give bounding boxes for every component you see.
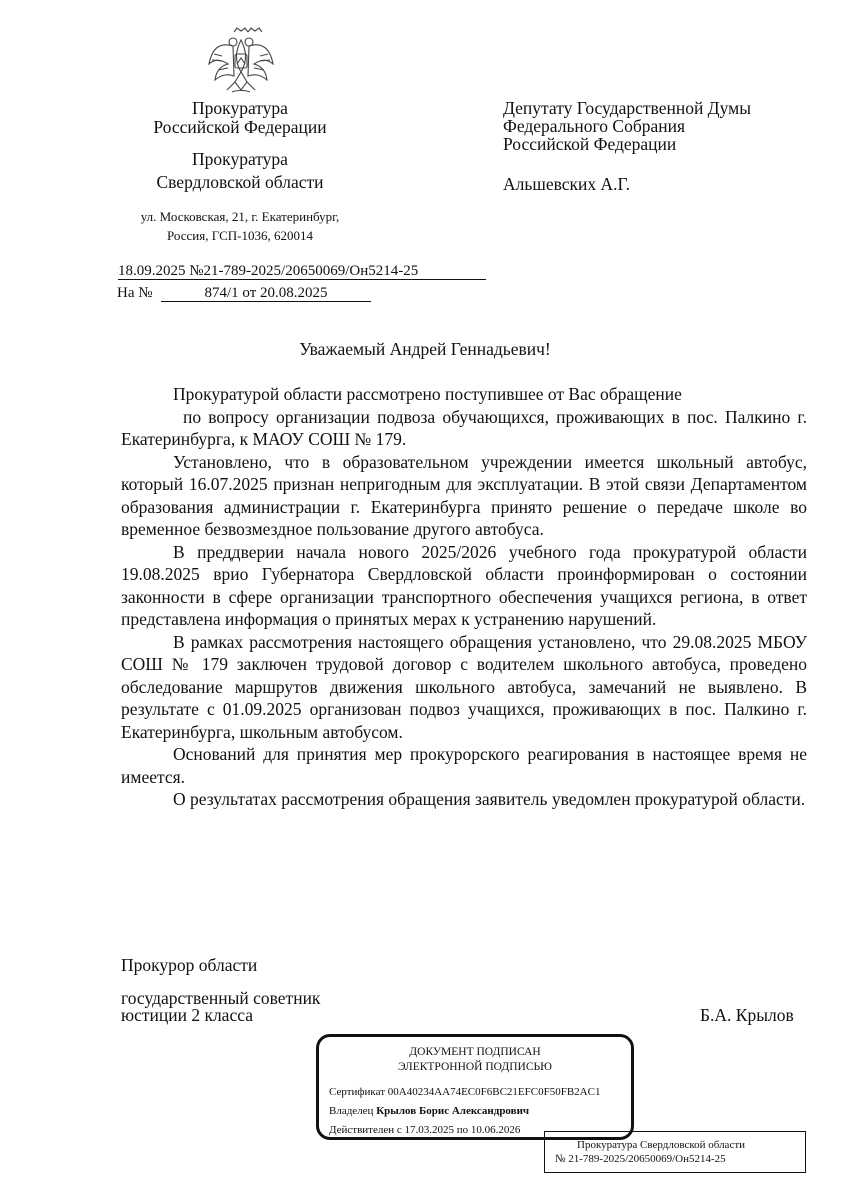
valid-label: Действителен с (329, 1124, 402, 1136)
stamp-owner (329, 1102, 631, 1121)
paragraph-1-start: Прокуратурой области рассмотрено поступившее от Вас обращение (173, 384, 682, 404)
incoming-number: 874/1 от 20.08.2025 (161, 285, 371, 302)
recipient-line2: Федерального Собрания (503, 116, 686, 136)
cert-label: Сертификат (329, 1086, 385, 1098)
recipient-line1: Депутату Государственной Думы (503, 98, 751, 118)
paragraph-4: В рамках рассмотрения настоящего обращения установлено, что 29.08.2025 МБОУ СОШ № 179 заключен трудовой договор с водителем школьного автобуса, проведено обследование маршрутов движения школьного автобуса, замечаний не выявлено. В результате с 01.09.2025 организован подвоз учащихся, проживающих в пос. Палкино г. Екатеринбурга, школьным автобусом. (121, 631, 807, 742)
stamp-header (319, 1045, 631, 1075)
outgoing-number: 18.09.2025 №21-789-2025/20650069/Он5214-25 (118, 263, 486, 280)
registration-line1: Прокуратура Свердловской области (577, 1139, 746, 1151)
signer-rank (121, 990, 320, 1024)
address-line2: Россия, ГСП-1036, 620014 (167, 228, 313, 243)
owner-value: Крылов Борис Александрович (376, 1105, 530, 1117)
greeting: Уважаемый Андрей Геннадьевич! (299, 339, 551, 359)
paragraph-3: В преддверии начала нового 2025/2026 учебного года прокуратурой области 19.08.2025 врио Губернатора Свердловской области проинформирован о состоянии законности в сфере организации транспортного обеспечения учащихся региона, в ответ представлена информация о принятых мерах к устранению нарушений. (121, 541, 807, 629)
branch-line2: Свердловской области (156, 172, 324, 192)
paragraph-6: О результатах рассмотрения обращения заявитель уведомлен прокуратурой области. (173, 789, 806, 809)
org-line2: Российской Федерации (153, 117, 327, 137)
paragraph-2: Установлено, что в образовательном учреждении имеется школьный автобус, который 16.07.2025 признан непригодным для эксплуатации. В этой связи Департаментом образования администрации г. Екатеринбурга принято решение о передаче школе во временное безвозмездное пользование другого автобуса. (121, 451, 807, 539)
recipient-name: Альшевских А.Г. (503, 174, 631, 194)
paragraph-1 (121, 383, 807, 451)
cert-value: 00A40234AA74EC0F6BC21EFC0F50FB2AC1 (387, 1086, 601, 1098)
branch-line1: Прокуратура (192, 149, 288, 169)
address-line1: ул. Московская, 21, г. Екатеринбург, (140, 209, 340, 224)
paragraph-5: Оснований для принятия мер прокурорского реагирования в настоящее время не имеется. (121, 744, 807, 787)
signer-rank-line2: юстиции 2 класса (121, 1005, 253, 1025)
recipient-block (503, 99, 823, 193)
paragraph-1-rest: по вопросу организации подвоза обучающихся, проживающих в пос. Палкино г. Екатеринбурга, к МАОУ СОШ № 179. (121, 406, 807, 449)
letter-body (121, 383, 807, 811)
valid-to-label: по (456, 1124, 469, 1136)
stamp-head-line1: ДОКУМЕНТ ПОДПИСАН (409, 1046, 541, 1058)
registration-box (544, 1131, 806, 1173)
org-line1: Прокуратура (192, 98, 288, 118)
branch-name (110, 148, 370, 194)
recipient-line3: Российской Федерации (503, 134, 677, 154)
valid-to: 10.06.2026 (470, 1124, 521, 1136)
stamp-head-line2: ЭЛЕКТРОННОЙ ПОДПИСЬЮ (398, 1061, 552, 1073)
registration-line2: № 21-789-2025/20650069/Он5214-25 (555, 1153, 726, 1165)
signer-name: Б.А. Крылов (700, 1005, 794, 1025)
russian-coat-of-arms-icon (206, 24, 276, 98)
incoming-label: На № (117, 285, 153, 301)
stamp-certificate (329, 1083, 631, 1102)
signer-rank-line1: государственный советник (121, 988, 321, 1008)
electronic-signature-stamp (316, 1034, 634, 1140)
org-address (95, 207, 385, 245)
signer-title: Прокурор области (121, 955, 258, 975)
org-name (110, 99, 370, 137)
owner-label: Владелец (329, 1105, 374, 1117)
valid-from: 17.03.2025 (404, 1124, 455, 1136)
